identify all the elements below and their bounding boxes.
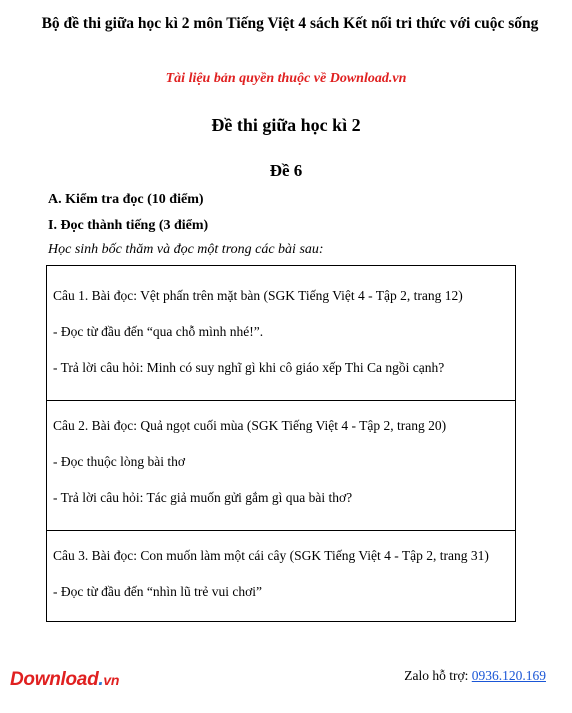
question-title: Câu 3. Bài đọc: Con muốn làm một cái cây (SGK Tiếng Việt 4 - Tập 2, trang 31) [53,548,489,563]
questions-table [46,265,516,622]
copyright-notice: Tài liệu bản quyền thuộc về Download.vn [165,71,407,86]
question-cell-1 [47,266,515,400]
document-title: Bộ đề thi giữa học kì 2 môn Tiếng Việt 4 sách Kết nối tri thức với cuộc sống [41,15,539,32]
zalo-label: Zalo hỗ trợ: [404,668,469,683]
section-i-heading: I. Đọc thành tiếng (3 điểm) [48,218,209,233]
exam-heading: Đề thi giữa học kì 2 [211,115,361,135]
logo-dot: . [98,669,104,690]
logo-main: Download [10,669,99,690]
instruction-text: Học sinh bốc thăm và đọc một trong các bài sau: [48,242,324,257]
zalo-support [404,668,546,684]
question-cell-3 [47,530,515,621]
question-title: Câu 2. Bài đọc: Quả ngọt cuối mùa (SGK Tiếng Việt 4 - Tập 2, trang 20) [53,418,447,433]
question-line: - Đọc thuộc lòng bài thơ [53,454,185,469]
section-a-heading: A. Kiểm tra đọc (10 điểm) [48,192,204,207]
question-line: - Trả lời câu hỏi: Minh có suy nghĩ gì khi cô giáo xếp Thi Ca ngồi cạnh? [53,360,445,375]
zalo-phone-link[interactable]: 0936.120.169 [471,668,546,683]
question-line: - Đọc từ đầu đến “nhìn lũ trẻ vui chơi” [53,584,263,599]
question-line: - Đọc từ đầu đến “qua chỗ mình nhé!”. [53,324,264,339]
exam-number: Đề 6 [269,161,303,180]
question-cell-2 [47,400,515,530]
download-vn-logo[interactable] [10,669,119,691]
question-title: Câu 1. Bài đọc: Vệt phấn trên mặt bàn (SGK Tiếng Việt 4 - Tập 2, trang 12) [53,288,463,303]
logo-tld: vn [103,672,120,688]
question-line: - Trả lời câu hỏi: Tác giả muốn gửi gắm gì qua bài thơ? [53,490,353,505]
